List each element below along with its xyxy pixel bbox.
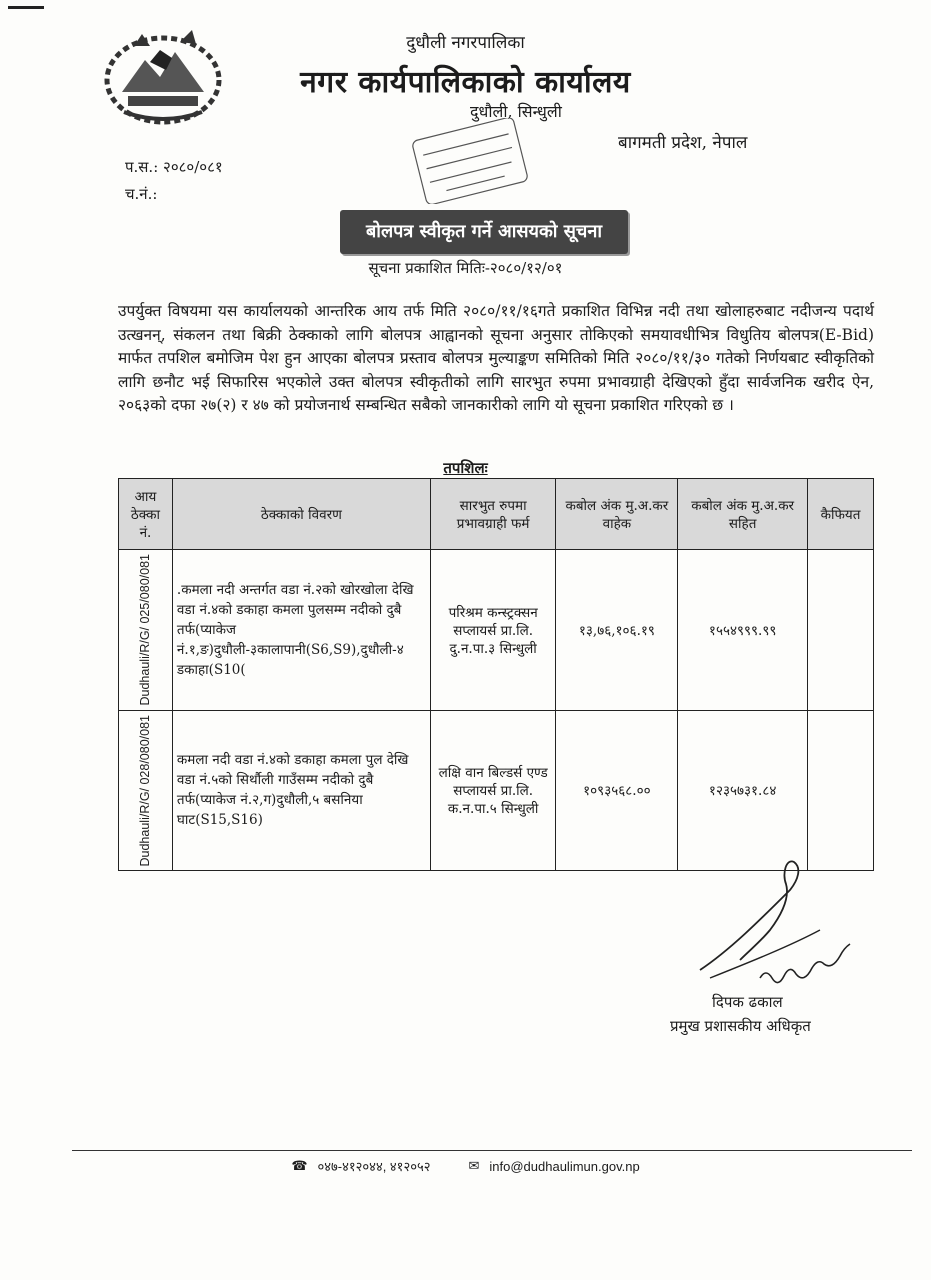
amount-excl-vat: १०९३५६८.०० — [556, 710, 678, 871]
notice-body: उपर्युक्त विषयमा यस कार्यालयको आन्तरिक आय तर्फ मिति २०८०/११/१६गते प्रकाशित विभिन्न नदी तथा खोलाहरुबाट नदीजन्य पदार्थ उत्खनन्, संकलन तथा बिक्री ठेक्काको लागि बोलपत्र आह्वानको सूचना अनुसार तोकिएको समयावधीभित्र विधुतिय बोलपत्र(E-Bid) मार्फत तपशिल बमोजिम पेश हुन आएका बोलपत्र प्रस्ताव बोलपत्र मुल्याङ्कण समितिको मिति २०८०/११/३० गतेको निर्णयबाट स्वीकृतिको लागि छनौट भई सिफारिस भएकोले उक्त बोलपत्र स्वीकृतीको लागि सारभुत रुपमा प्रभावग्राही देखिएको हुँदा सार्वजनिक खरीद ऐन, २०६३को दफा २७(२) र ४७ को प्रयोजनार्थ सम्बन्धित सबैको जानकारीको लागि यो सूचना प्रकाशित गरिएको छ । — [118, 302, 874, 414]
contract-number: Dudhauli/R/G/ 028/080/081 — [138, 714, 153, 866]
header-description: ठेक्काको विवरण — [172, 479, 430, 550]
header-amount-incl-vat: कबोल अंक मु.अ.कर सहित — [678, 479, 808, 550]
telephone-icon: ☎ — [291, 1158, 308, 1173]
dispatch-number: च.नं.: — [125, 185, 158, 203]
published-date: सूचना प्रकाशित मितिः-२०८०/१२/०१ — [368, 259, 563, 277]
phone-numbers: ०४७-४१२०४४, ४१२०५२ — [317, 1159, 431, 1174]
footer-divider — [72, 1150, 912, 1151]
signer-name: दिपक ढकाल — [712, 993, 783, 1011]
amount-incl-vat: १२३५७३१.८४ — [678, 710, 808, 871]
contract-number: Dudhauli/R/G/ 025/080/081 — [138, 554, 153, 706]
header-amount-excl-vat: कबोल अंक मु.अ.कर वाहेक — [556, 479, 678, 550]
header-remarks: कैफियत — [808, 479, 874, 550]
contracts-table — [118, 478, 874, 871]
table-header-row — [119, 479, 874, 550]
envelope-icon: ✉ — [468, 1158, 480, 1173]
amount-incl-vat: १५५४९९९.९९ — [678, 550, 808, 711]
details-heading: तपशिलः — [443, 459, 488, 477]
office-stamp — [400, 118, 540, 204]
contract-description: .कमला नदी अन्तर्गत वडा नं.२को खोरखोला देखि वडा नं.४को डकाहा कमला पुलसम्म नदीको दुबै तर्फ(प्याकेज नं.१,ङ)दुधौली-३कालापानी(S6,S9),दुधौली-४ डकाहा(S10( — [172, 550, 430, 711]
firm-name: लक्षि वान बिल्डर्स एण्ड सप्लायर्स प्रा.लि. क.न.पा.५ सिन्धुली — [430, 710, 556, 871]
municipality-name: दुधौली नगरपालिका — [406, 33, 525, 53]
table-row — [119, 710, 874, 871]
office-location: दुधौली, सिन्धुली — [470, 102, 562, 121]
notice-title: बोलपत्र स्वीकृत गर्ने आसयको सूचना — [340, 210, 628, 254]
reference-number: प.स.: २०८०/०८१ — [125, 158, 223, 176]
firm-name: परिश्रम कन्स्ट्रक्सन सप्लायर्स प्रा.लि. दु.न.पा.३ सिन्धुली — [430, 550, 556, 711]
handwritten-signature — [690, 850, 880, 990]
province-label: बागमती प्रदेश, नेपाल — [618, 133, 748, 153]
contract-description: कमला नदी वडा नं.४को डकाहा कमला पुल देखि वडा नं.५को सिर्थौली गाउँसम्म नदीको दुबै तर्फ(प्याकेज नं.२,ग)दुधौली,५ बसनिया घाट(S15,S16) — [172, 710, 430, 871]
email-address[interactable]: info@dudhaulimun.gov.np — [489, 1158, 640, 1174]
amount-excl-vat: १३,७६,१०६.१९ — [556, 550, 678, 711]
remarks — [808, 710, 874, 871]
header-firm: सारभुत रुपमा प्रभावग्राही फर्म — [430, 479, 556, 550]
footer-contact — [0, 1155, 931, 1177]
header-contract-no: आय ठेक्का नं. — [119, 479, 173, 550]
remarks — [808, 550, 874, 711]
table-row — [119, 550, 874, 711]
office-title: नगर कार्यपालिकाको कार्यालय — [300, 65, 631, 100]
corner-mark — [8, 6, 44, 9]
signer-title: प्रमुख प्रशासकीय अधिकृत — [670, 1017, 811, 1035]
